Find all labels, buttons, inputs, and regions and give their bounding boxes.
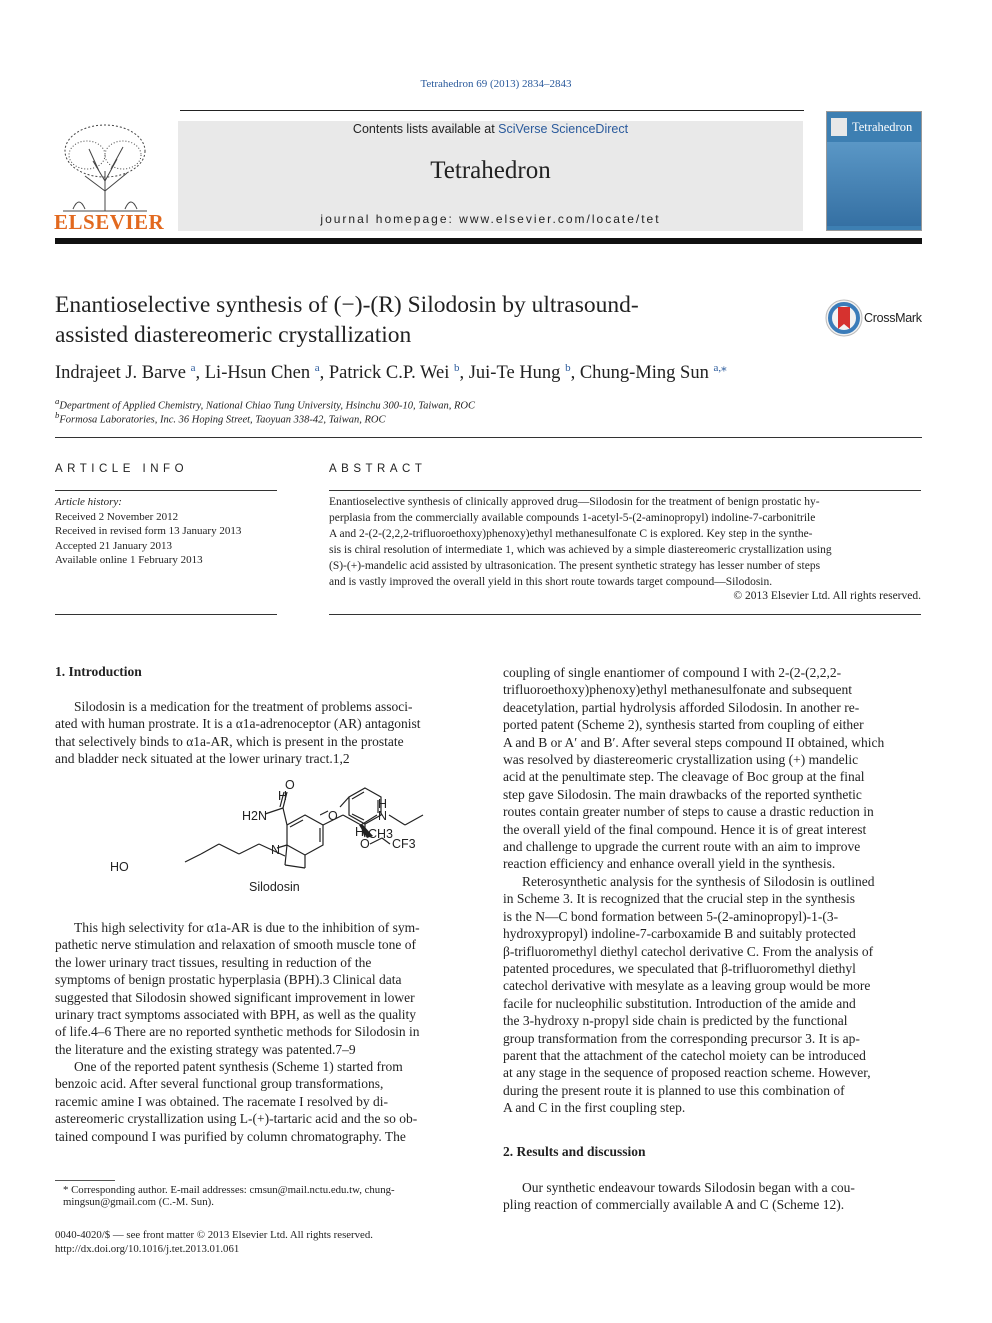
intro-paragraph-2 (55, 919, 473, 1058)
text-line: the 3-hydroxy n-propyl side chain is predicted by the functional (503, 1013, 848, 1029)
atom-label: CH3 (368, 827, 394, 841)
text-line: hydroxypropyl) indoline-7-carboxamide B and suitably protected (503, 926, 856, 942)
author-affil-mark[interactable]: b (453, 362, 460, 374)
text-line: and challenge to upgrade the current route with an aim to improve (503, 839, 861, 855)
affil-text: Formosa Laboratories, Inc. 36 Hoping Street, Taoyuan 338-42, Taiwan, ROC (59, 414, 386, 426)
contents-line (178, 122, 803, 136)
crossmark-label[interactable]: CrossMark (864, 311, 922, 325)
silodosin-phenyl-fragment (320, 782, 430, 862)
history-label: Article history: (55, 496, 122, 508)
text-line: at any stage in the sequence of proposed reaction scheme. However, (503, 1065, 871, 1081)
text-line: β-trifluoromethyl diethyl catechol derivative C. From the analysis of (503, 943, 874, 959)
text-line: and bladder neck situated at the lower urinary tract.1,2 (55, 751, 350, 767)
section-heading-results: 2. Results and discussion (503, 1144, 646, 1159)
atom-label: CF3 (392, 837, 416, 851)
abstract-line: and is vastly improved the overall yield in this short route towards target compound—Silodosin. (329, 576, 773, 589)
text-line: A and C in the first coupling step. (503, 1100, 686, 1116)
atom-label: H (355, 825, 365, 839)
text-line: symptoms of benign prostatic hyperplasia (BPH).3 Clinical data (55, 972, 402, 988)
article-title (55, 290, 755, 350)
atom-label: H (278, 789, 288, 803)
journal-banner (178, 121, 803, 231)
author-affil-mark[interactable]: a (314, 362, 320, 374)
figure-caption: Silodosin (249, 880, 300, 894)
header-thick-rule (55, 238, 922, 244)
text-line: the lower urinary tract tissues, resulting in reduction of the (55, 954, 372, 970)
author-name: Patrick C.P. Wei (328, 363, 450, 384)
history-accepted: Accepted 21 January 2013 (55, 539, 172, 552)
text-line: patented procedures, we speculated that β-trifluoromethyl diethyl (503, 961, 856, 977)
author-name: Jui-Te Hung (468, 363, 561, 384)
text-line: the literature and the existing strategy was patented.7–9 (55, 1041, 356, 1057)
text-line: is the N—C bond formation between 5-(2-aminopropyl)-1-(3- (503, 908, 839, 924)
atom-label: N (271, 843, 281, 857)
text-line: in Scheme 3. It is recognized that the crucial step in the synthesis (503, 891, 856, 907)
abstract-line: Enantioselective synthesis of clinically approved drug—Silodosin for the treatment of benign prostatic hy- (329, 496, 820, 508)
affiliation-b (55, 410, 385, 426)
text-line: Our synthetic endeavour towards Silodosin began with a cou- (522, 1180, 855, 1195)
text-line: trifluoroethoxy)phenoxy)ethyl methanesulfonate and subsequent (503, 682, 853, 698)
title-line-2: assisted diastereomeric crystallization (55, 322, 412, 348)
elsevier-wordmark: ELSEVIER (54, 210, 165, 234)
text-line: routes contain greater number of steps to cause a drastic reduction in (503, 804, 874, 820)
text-line: reaction efficiency and enhance overall yield in the synthesis. (503, 856, 836, 872)
text-line: A and B or A′ and B′. After several steps compound II obtained, which (503, 734, 885, 750)
author-affil-mark[interactable]: a (190, 362, 196, 374)
text-line: racemic amine I was obtained. The racemate I resolved by di- (55, 1093, 388, 1109)
cover-art (827, 142, 922, 226)
elsevier-tree-logo (55, 121, 155, 213)
footnote-rule (55, 1180, 115, 1181)
abstract-line: sis is chiral resolution of intermediate 1, which was achieved by a simple diastereomeric crystallization using (329, 544, 832, 557)
footnote-line[interactable]: * Corresponding author. E-mail addresses: cmsun@mail.nctu.edu.tw, chung- (63, 1184, 395, 1196)
sciencedirect-link[interactable]: SciVerse ScienceDirect (498, 122, 629, 136)
author-name: Chung-Ming Sun (579, 363, 709, 384)
abstract-line: (S)-(+)-mandelic acid assisted by ultrasonication. The present synthetic strategy has lesser number of steps (329, 560, 821, 573)
cover-title: Tetrahedron (852, 120, 913, 134)
text-line: catechol derivative with mesylate as a leaving group would be more (503, 978, 871, 994)
text-line: parent that the attachment of the catechol moiety can be introduced (503, 1048, 866, 1064)
text-line: group transformation from the corresponding precursor 3. It is ap- (503, 1030, 860, 1046)
text-line: benzoic acid. After several functional group transformations, (55, 1076, 384, 1092)
text-line: suggested that Silodosin showed significant improvement in lower (55, 989, 415, 1005)
atom-label: O (285, 778, 295, 792)
author-affil-mark[interactable]: b (565, 362, 571, 374)
text-line: ated with human prostrate. It is a α1a-adrenoceptor (AR) antagonist (55, 716, 421, 732)
doi-link[interactable]: http://dx.doi.org/10.1016/j.tet.2013.01.061 (55, 1243, 240, 1255)
author-affil-mark[interactable]: a,⁎ (713, 362, 727, 374)
abstract-copyright: © 2013 Elsevier Ltd. All rights reserved. (733, 590, 921, 602)
text-line: tained compound I was purified by column chromatography. The (55, 1128, 406, 1144)
history-received: Received 2 November 2012 (55, 510, 179, 523)
article-info-rule-top (55, 490, 277, 491)
footnote-line[interactable]: mingsun@gmail.com (C.-M. Sun). (63, 1196, 214, 1208)
affil-marker: a (55, 396, 60, 406)
text-line: urinary tract symptoms associated with BPH, as well as the quality (55, 1007, 417, 1023)
intro-paragraph-1 (55, 698, 473, 768)
journal-homepage[interactable]: journal homepage: www.elsevier.com/locate/tet (320, 212, 661, 226)
right-paragraph-1 (503, 664, 921, 873)
affiliation-rule (55, 437, 922, 438)
text-line: the overall yield of the final compound. Hence it is of great interest (503, 821, 867, 837)
text-line: that selectively binds to α1a-AR, which is present in the prostate (55, 733, 404, 749)
affil-text: Department of Applied Chemistry, National Chiao Tung University, Hsinchu 300-10, Taiwan, ROC (59, 400, 476, 412)
author-name: Indrajeet J. Barve (55, 363, 186, 384)
text-line: pathetic nerve stimulation and relaxation of smooth muscle tone of (55, 937, 417, 953)
article-info-heading: ARTICLE INFO (55, 463, 189, 475)
atom-label: H2N (242, 809, 268, 823)
title-line-1: Enantioselective synthesis of (−)-(R) Silodosin by ultrasound- (55, 292, 639, 318)
text-line: acid at the penultimate step. The cleavage of Boc group at the final (503, 769, 865, 785)
text-line: astereomeric crystallization using L-(+)-tartaric acid and the so ob- (55, 1111, 418, 1127)
abstract-line: perplasia from the commercially available compounds 1-acetyl-5-(2-aminopropyl) indoline-7-carbonitrile (329, 512, 816, 525)
atom-label: O (360, 837, 370, 851)
author-name: Li-Hsun Chen (204, 363, 311, 384)
text-line: Silodosin is a medication for the treatment of problems associ- (74, 699, 413, 714)
author-list: Indrajeet J. Barve $^a$, Li-Hsun Chen $^a$, Patrick C.P. Wei $^b$, Jui-Te Hung $^b$, Chung-Ming Sun $^{a,⁎}$ (55, 362, 727, 384)
abstract-line: A and 2-(2-(2,2,2-trifluoroethoxy)phenoxy)ethyl methanesulfonate C is explored. Key step in the synthe- (329, 528, 813, 541)
journal-cover-image (826, 111, 922, 231)
cover-logo-icon (831, 118, 847, 136)
header-rule (180, 110, 804, 111)
crossmark-icon[interactable] (825, 299, 863, 337)
right-paragraph-3 (503, 1179, 921, 1214)
abstract-heading: ABSTRACT (329, 463, 427, 475)
contents-prefix: Contents lists available at (352, 122, 499, 136)
corresponding-author-footnote (63, 1184, 473, 1208)
history-online: Available online 1 February 2013 (55, 554, 203, 566)
right-paragraph-2 (503, 873, 921, 1117)
intro-paragraph-3 (55, 1058, 473, 1145)
abstract-text (329, 494, 921, 591)
atom-label: H (378, 797, 388, 811)
text-line: deacetylation, partial hydrolysis afforded Silodosin. In another re- (503, 699, 860, 715)
section-heading-introduction: 1. Introduction (55, 664, 142, 679)
text-line: coupling of single enantiomer of compound I with 2-(2-(2,2,2- (503, 665, 842, 680)
issn-line: 0040-4020/$ — see front matter © 2013 Elsevier Ltd. All rights reserved. (55, 1229, 373, 1241)
atom-label: O (328, 809, 338, 823)
text-line: during the present route it is planned to use this combination of (503, 1082, 845, 1098)
article-history (55, 495, 241, 568)
text-line: was resolved by diastereomeric crystallization using (+) mandelic (503, 752, 859, 768)
text-line: pling reaction of commercially available A and C (Scheme 12). (503, 1197, 845, 1213)
text-line: ported patent (Scheme 2), synthesis started from coupling of either (503, 717, 864, 733)
text-line: This high selectivity for α1a-AR is due to the inhibition of sym- (74, 920, 420, 935)
history-revised: Received in revised form 13 January 2013 (55, 525, 242, 537)
text-line: facile for nucleophilic substitution. Introduction of the amide and (503, 995, 856, 1011)
text-line: step gave Silodosin. The main drawbacks of the reported synthetic (503, 786, 862, 802)
text-line: Reterosynthetic analysis for the synthesis of Silodosin is outlined (522, 874, 875, 889)
journal-citation[interactable]: Tetrahedron 69 (2013) 2834–2843 (420, 78, 572, 90)
text-line: of life.4–6 There are no reported synthetic methods for Silodosin in (55, 1024, 420, 1040)
article-info-rule-bottom (55, 614, 277, 615)
abstract-rule-top (329, 490, 921, 491)
atom-label: N (378, 809, 388, 823)
affil-marker: b (55, 410, 60, 420)
atom-label: HO (110, 860, 129, 874)
text-line: One of the reported patent synthesis (Scheme 1) started from (74, 1059, 403, 1074)
abstract-rule-bottom (329, 614, 921, 615)
journal-name: Tetrahedron (430, 157, 551, 184)
